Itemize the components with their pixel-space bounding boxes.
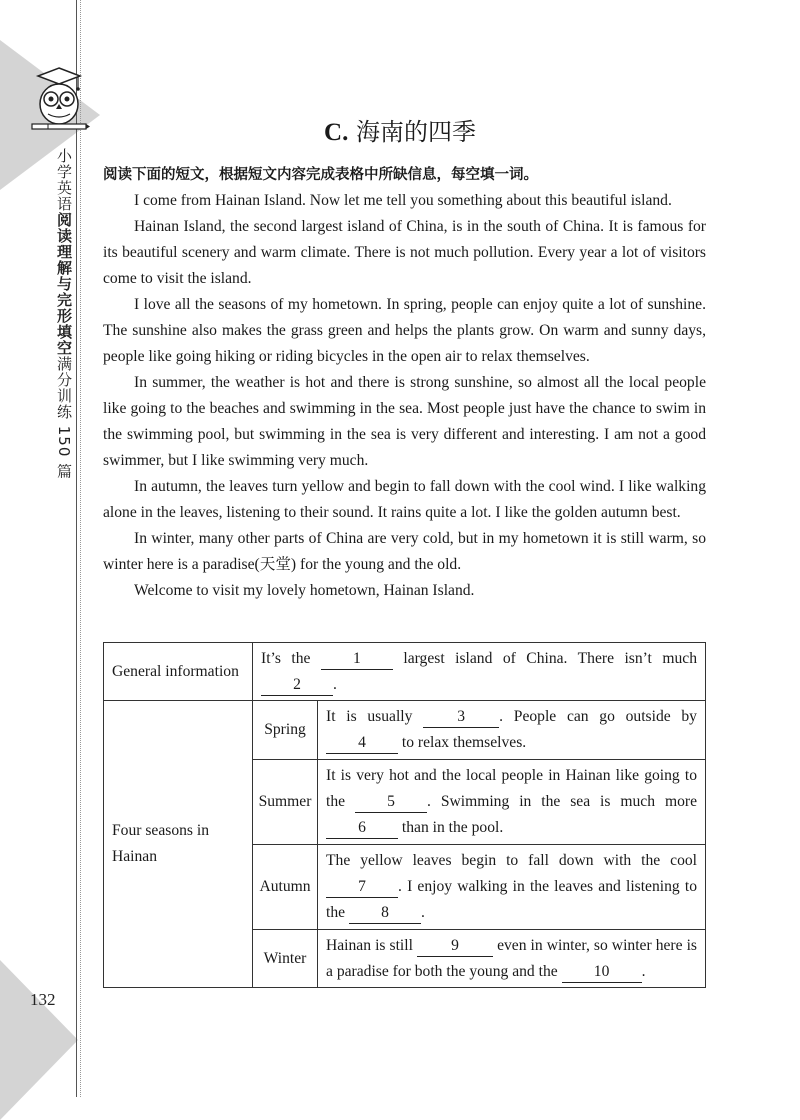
blank-4[interactable]: 4 bbox=[326, 733, 398, 754]
summer-info bbox=[318, 760, 706, 845]
series-title-bold: 阅读理解与完形填空 bbox=[55, 212, 73, 356]
paragraph-6: In winter, many other parts of China are very cold, but in my hometown it is still warm, so winter here is a paradise(天堂) for the young and the old. bbox=[103, 530, 706, 573]
blank-2[interactable]: 2 bbox=[261, 675, 333, 696]
margin-rule bbox=[76, 0, 77, 1097]
blank-7[interactable]: 7 bbox=[326, 877, 398, 898]
paragraph-1: I come from Hainan Island. Now let me tell you something about this beautiful island. bbox=[134, 192, 672, 209]
paragraph-5: In autumn, the leaves turn yellow and begin to fall down with the cool wind. I like walking alone in the leaves, listening to their sound. It rains quite a lot. I like the golden autumn best. bbox=[103, 478, 706, 521]
blank-6[interactable]: 6 bbox=[326, 818, 398, 839]
autumn-text-c: . bbox=[420, 904, 425, 921]
season-spring: Spring bbox=[253, 701, 318, 760]
passage bbox=[103, 162, 706, 604]
season-winter: Winter bbox=[253, 930, 318, 988]
paragraph-7: Welcome to visit my lovely hometown, Hainan Island. bbox=[134, 582, 475, 599]
winter-text-b: even in winter, so winter here is a paradise for both the young and the bbox=[326, 936, 697, 980]
autumn-info bbox=[318, 845, 706, 930]
general-text-a: It’s the bbox=[261, 649, 311, 667]
season-summer: Summer bbox=[253, 760, 318, 845]
winter-info bbox=[318, 930, 706, 988]
summer-text-a: It is very hot and the local people in Hainan like going to the bbox=[326, 767, 697, 810]
summer-text-b: . Swimming in the sea is much more bbox=[427, 793, 697, 810]
autumn-text-a: The yellow leaves begin to fall down with the cool bbox=[326, 852, 697, 869]
summer-text-c: than in the pool. bbox=[401, 819, 504, 836]
margin-dotted-rule bbox=[80, 0, 81, 1097]
blank-8[interactable]: 8 bbox=[349, 903, 421, 924]
bottom-margin-triangle bbox=[0, 960, 78, 1120]
blank-10[interactable]: 10 bbox=[562, 962, 642, 983]
winter-text-a: Hainan is still bbox=[326, 936, 413, 954]
info-table bbox=[103, 642, 706, 988]
paragraph-2: Hainan Island, the second largest island of China, is in the south of China. It is famous for its beautiful scenery and warm climate. There is not much pollution. Every year a lot of visitors come to visit the island. bbox=[103, 218, 706, 287]
seasons-label: Four seasons in Hainan bbox=[104, 701, 253, 988]
heading-letter: C. bbox=[324, 119, 349, 146]
series-title-part2: 满分训练 150 篇 bbox=[55, 356, 73, 480]
season-autumn: Autumn bbox=[253, 845, 318, 930]
row-spring bbox=[104, 701, 706, 760]
general-text-b: largest island of China. There isn’t much bbox=[403, 649, 697, 667]
instruction: 阅读下面的短文，根据短文内容完成表格中所缺信息，每空填一词。 bbox=[103, 167, 538, 183]
autumn-text-b: . I enjoy walking in the leaves and listening to the bbox=[326, 878, 697, 921]
blank-9[interactable]: 9 bbox=[417, 936, 493, 957]
spring-text-a: It is usually bbox=[326, 708, 413, 725]
winter-text-c: . bbox=[641, 962, 646, 980]
heading-title: 海南的四季 bbox=[355, 118, 476, 146]
spring-info bbox=[318, 701, 706, 760]
general-text-c: . bbox=[333, 675, 337, 693]
blank-5[interactable]: 5 bbox=[355, 792, 427, 813]
series-title-part1: 小学英语 bbox=[55, 148, 73, 212]
general-info bbox=[253, 643, 706, 701]
blank-1[interactable]: 1 bbox=[321, 649, 393, 670]
paragraph-4: In summer, the weather is hot and there is strong sunshine, so almost all the local people like going to the beaches and swimming in the sea. Most people just have the chance to swim in the swimming pool, but swimming in the sea is very different and interesting. I am not a good swimmer, but I like swimming very much. bbox=[103, 374, 706, 469]
page-heading bbox=[0, 112, 800, 147]
row-general bbox=[104, 643, 706, 701]
page-number: 132 bbox=[30, 990, 56, 1009]
general-label: General information bbox=[104, 643, 253, 701]
series-title bbox=[47, 148, 73, 479]
spring-text-c: to relax themselves. bbox=[401, 734, 527, 751]
spring-text-b: . People can go outside by bbox=[499, 708, 697, 725]
blank-3[interactable]: 3 bbox=[423, 707, 499, 728]
paragraph-3: I love all the seasons of my hometown. In spring, people can enjoy quite a lot of sunshine. The sunshine also makes the grass green and helps the plants grow. On warm and sunny days, people like going hiking or riding bicycles in the open air to relax themselves. bbox=[103, 296, 706, 365]
